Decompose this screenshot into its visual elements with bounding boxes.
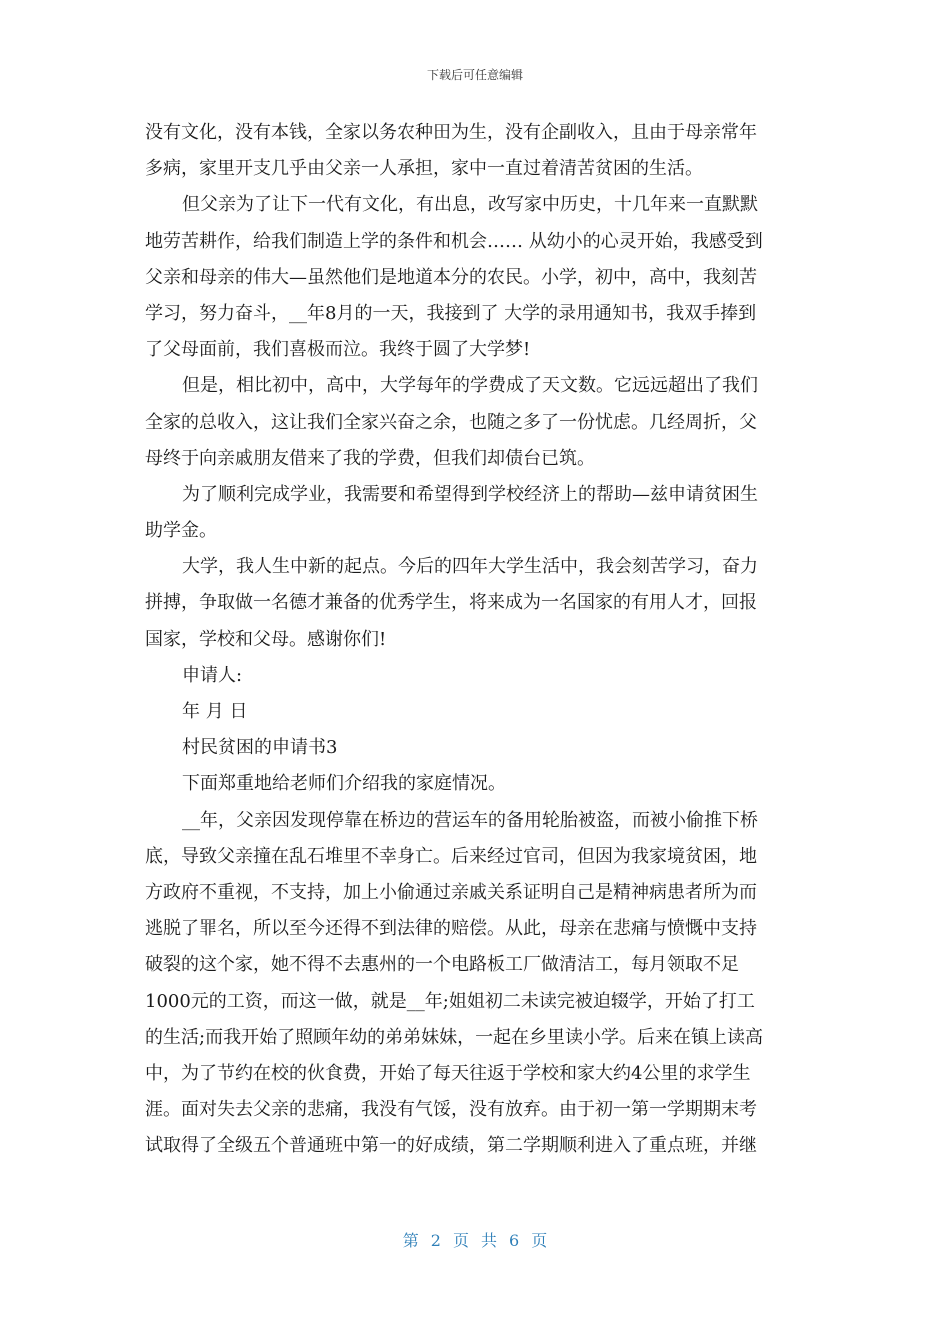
footer-gong: 共 bbox=[481, 1231, 498, 1250]
text-line: 涯。面对失去父亲的悲痛，我没有气馁，没有放弃。由于初一第一学期期末考 bbox=[145, 1099, 757, 1121]
footer-ye: 页 bbox=[452, 1231, 469, 1250]
text-line: 1000元的工资，而这一做，就是__年;姐姐初二未读完被迫辍学，开始了打工 bbox=[145, 990, 755, 1012]
text-line: 申请人: bbox=[182, 664, 243, 686]
text-line: 但父亲为了让下一代有文化，有出息，改写家中历史，十几年来一直默默 bbox=[182, 194, 758, 216]
text-line: 底，导致父亲撞在乱石堆里不幸身亡。后来经过官司，但因为我家境贫困，地 bbox=[145, 845, 757, 867]
text-line: 国家，学校和父母。感谢你们! bbox=[145, 628, 387, 650]
page-footer bbox=[0, 1228, 950, 1251]
document-body bbox=[145, 115, 805, 1164]
text-line: 父亲和母亲的伟大—虽然他们是地道本分的农民。小学，初中，高中，我刻苦 bbox=[145, 266, 757, 288]
text-line: 破裂的这个家，她不得不去惠州的一个电路板工厂做清洁工，每月领取不足 bbox=[145, 954, 739, 976]
footer-ye2: 页 bbox=[531, 1231, 548, 1250]
footer-total-pages: 6 bbox=[509, 1231, 520, 1250]
text-line: __年，父亲因发现停靠在桥边的营运车的备用轮胎被盗，而被小偷推下桥 bbox=[182, 809, 758, 831]
page-header-note: 下载后可任意编辑 bbox=[426, 68, 523, 82]
text-line: 没有文化，没有本钱，全家以务农种田为生，没有企副收入，且由于母亲常年 bbox=[145, 122, 757, 143]
text-line: 助学金。 bbox=[145, 520, 217, 542]
text-line: 逃脱了罪名，所以至今还得不到法律的赔偿。从此，母亲在悲痛与愤慨中支持 bbox=[145, 918, 757, 940]
text-line: 全家的总收入，这让我们全家兴奋之余，也随之多了一份忧虑。几经周折，父 bbox=[145, 411, 757, 433]
text-line: 方政府不重视，不支持，加上小偷通过亲戚关系证明自己是精神病患者所为而 bbox=[145, 881, 757, 903]
text-line: 下面郑重地给老师们介绍我的家庭情况。 bbox=[182, 773, 506, 795]
text-line: 学习，努力奋斗，__年8月的一天，我接到了 大学的录用通知书，我双手捧到 bbox=[145, 302, 757, 324]
text-line: 试取得了全级五个普通班中第一的好成绩，第二学期顺利进入了重点班，并继 bbox=[145, 1135, 757, 1157]
footer-di: 第 bbox=[402, 1231, 419, 1250]
text-line: 中，为了节约在校的伙食费，开始了每天往返于学校和家大约4公里的求学生 bbox=[145, 1062, 751, 1084]
footer-page-number: 2 bbox=[430, 1231, 441, 1250]
text-line: 为了顺利完成学业，我需要和希望得到学校经济上的帮助—兹申请贫困生 bbox=[182, 483, 758, 505]
text-line: 了父母面前，我们喜极而泣。我终于圆了大学梦! bbox=[145, 339, 531, 361]
text-line: 年 月 日 bbox=[182, 701, 248, 722]
text-line: 的生活;而我开始了照顾年幼的弟弟妹妹，一起在乡里读小学。后来在镇上读高 bbox=[145, 1026, 764, 1048]
text-line: 大学，我人生中新的起点。今后的四年大学生活中，我会刻苦学习，奋力 bbox=[182, 556, 758, 578]
text-line: 但是，相比初中，高中，大学每年的学费成了天文数。它远远超出了我们 bbox=[182, 375, 758, 397]
text-line: 多病，家里开支几乎由父亲一人承担，家中一直过着清苦贫困的生活。 bbox=[145, 158, 703, 180]
text-line: 母终于向亲戚朋友借来了我的学费，但我们却债台已筑。 bbox=[145, 447, 595, 469]
text-line: 村民贫困的申请书3 bbox=[182, 737, 338, 759]
text-line: 拼搏，争取做一名德才兼备的优秀学生，将来成为一名国家的有用人才，回报 bbox=[145, 592, 757, 614]
text-line: 地劳苦耕作，给我们制造上学的条件和机会…… 从幼小的心灵开始，我感受到 bbox=[145, 230, 763, 252]
